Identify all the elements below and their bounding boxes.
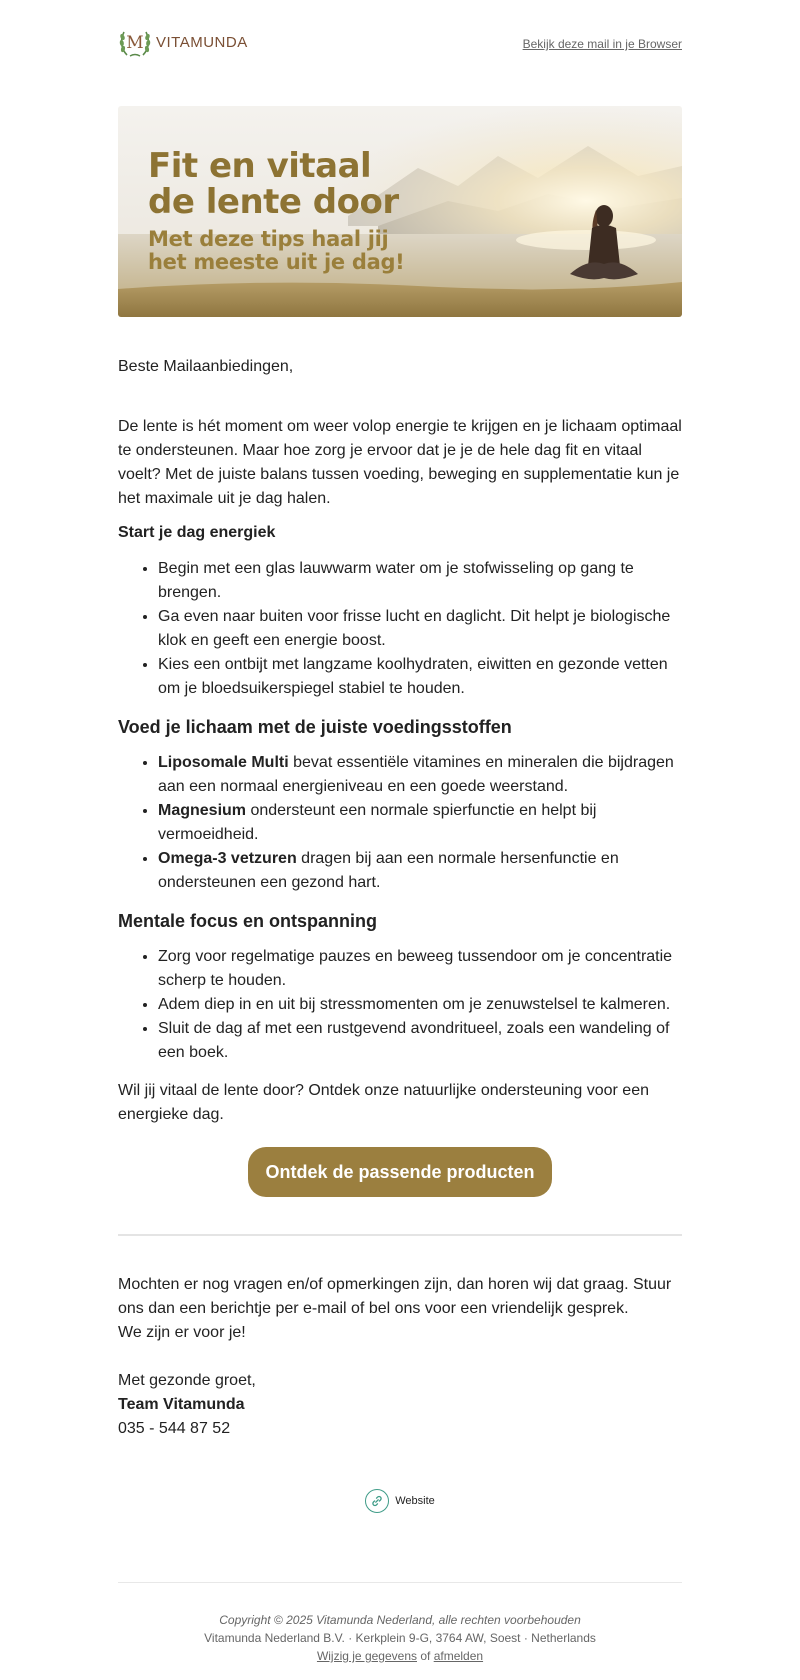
list-item: • Zorg voor regelmatige pauzes en beweeg tussendoor om je concentratie scherp te houden. bbox=[158, 945, 682, 993]
product-description: bevat essentiële vitamines en mineralen die bijdragen aan een normaal energieniveau en een goede weerstand. bbox=[158, 754, 674, 795]
product-description: ondersteunt een normale spierfunctie en helpt bij vermoeidheid. bbox=[158, 802, 597, 843]
intro-paragraph: De lente is hét moment om weer volop energie te krijgen en je lichaam optimaal te ondersteunen. Maar hoe zorg je ervoor dat je je de hele dag fit en vitaal voelt? Met de juiste balans tussen voeding, beweging en supplementatie kun je het maximale uit je dag halen. bbox=[118, 418, 682, 507]
list-item: • Kies een ontbijt met langzame koolhydraten, eiwitten en gezonde vetten om je bloedsuikerspiegel stabiel te houden. bbox=[158, 653, 682, 701]
footer-or-text: of bbox=[417, 1649, 434, 1663]
edit-preferences-link[interactable]: Wijzig je gegevens bbox=[316, 1649, 417, 1663]
product-description: dragen bij aan een normale hersenfunctie en ondersteunen een gezond hart. bbox=[158, 850, 619, 891]
greeting: Beste Mailaanbiedingen, bbox=[118, 358, 294, 375]
laurel-logo-icon bbox=[118, 25, 152, 59]
list-item: • Adem diep in en uit bij stressmomenten om je zenuwstelsel te kalmeren. bbox=[158, 993, 682, 1017]
hero-title-line-2: de lente door bbox=[148, 182, 399, 222]
discover-products-button[interactable]: Ontdek de passende producten bbox=[248, 1147, 551, 1197]
phone-number[interactable]: 035 - 544 87 52 bbox=[118, 1420, 231, 1437]
email-footer bbox=[118, 1611, 682, 1665]
signoff-greeting: Met gezonde groet, bbox=[118, 1372, 256, 1389]
hero-title-line-1: Fit en vitaal bbox=[148, 146, 372, 186]
tips-list-focus bbox=[118, 945, 682, 1065]
signoff-team: Team Vitamunda bbox=[118, 1396, 245, 1413]
product-name: Magnesium bbox=[158, 802, 247, 819]
hero-banner[interactable] bbox=[118, 106, 682, 317]
website-label[interactable]: Website bbox=[395, 1495, 435, 1507]
email-body bbox=[118, 355, 682, 1441]
contact-text: Mochten er nog vragen en/of opmerkingen zijn, dan horen wij dat graag. Stuur ons dan een berichtje per e-mail of bel ons voor een vriendelijk gesprek. bbox=[118, 1276, 672, 1317]
footer-divider bbox=[118, 1582, 682, 1583]
list-item: • Begin met een glas lauwwarm water om je stofwisseling op gang te brengen. bbox=[158, 557, 682, 605]
website-link[interactable] bbox=[118, 1489, 682, 1513]
list-item bbox=[158, 751, 682, 799]
link-icon[interactable] bbox=[365, 1489, 389, 1513]
tips-list-start bbox=[118, 557, 682, 701]
divider bbox=[118, 1234, 682, 1236]
signoff bbox=[118, 1369, 682, 1441]
hero-subtitle-line-1: Met deze tips haal jij bbox=[148, 227, 389, 251]
cta-container bbox=[118, 1147, 682, 1197]
logo-letter: M bbox=[126, 33, 144, 53]
contact-tagline: We zijn er voor je! bbox=[118, 1324, 246, 1341]
closing-question: Wil jij vitaal de lente door? Ontdek onze natuurlijke ondersteuning voor een energieke dag. bbox=[118, 1082, 649, 1123]
email-header bbox=[118, 0, 682, 106]
copyright-text: Copyright © 2025 Vitamunda Nederland, alle rechten voorbehouden bbox=[219, 1613, 581, 1627]
brand-name: VITAMUNDA bbox=[156, 33, 248, 51]
section-heading-nutrition: Voed je lichaam met de juiste voedingsstoffen bbox=[118, 717, 512, 737]
section-heading-start: Start je dag energiek bbox=[118, 524, 276, 541]
company-address: Vitamunda Nederland B.V. · Kerkplein 9-G, 3764 AW, Soest · Netherlands bbox=[204, 1631, 596, 1645]
list-item: • Ga even naar buiten voor frisse lucht en daglicht. Dit helpt je biologische klok en geeft een energie boost. bbox=[158, 605, 682, 653]
list-item bbox=[158, 847, 682, 895]
list-item: • Sluit de dag af met een rustgevend avondritueel, zoals een wandeling of een boek. bbox=[158, 1017, 682, 1065]
product-name: Omega-3 vetzuren bbox=[158, 850, 297, 867]
hero-title bbox=[148, 148, 399, 220]
brand-logo[interactable] bbox=[118, 25, 248, 59]
hero-subtitle bbox=[148, 228, 404, 274]
view-in-browser-link[interactable]: Bekijk deze mail in je Browser bbox=[522, 37, 682, 51]
unsubscribe-link[interactable]: afmelden bbox=[433, 1649, 484, 1663]
footer-links bbox=[118, 1647, 682, 1665]
section-heading-focus: Mentale focus en ontspanning bbox=[118, 911, 378, 931]
product-name: Liposomale Multi bbox=[158, 754, 289, 771]
tips-list-nutrition bbox=[118, 751, 682, 895]
contact-paragraph bbox=[118, 1273, 682, 1345]
hero-subtitle-line-2: het meeste uit je dag! bbox=[148, 250, 405, 274]
list-item bbox=[158, 799, 682, 847]
